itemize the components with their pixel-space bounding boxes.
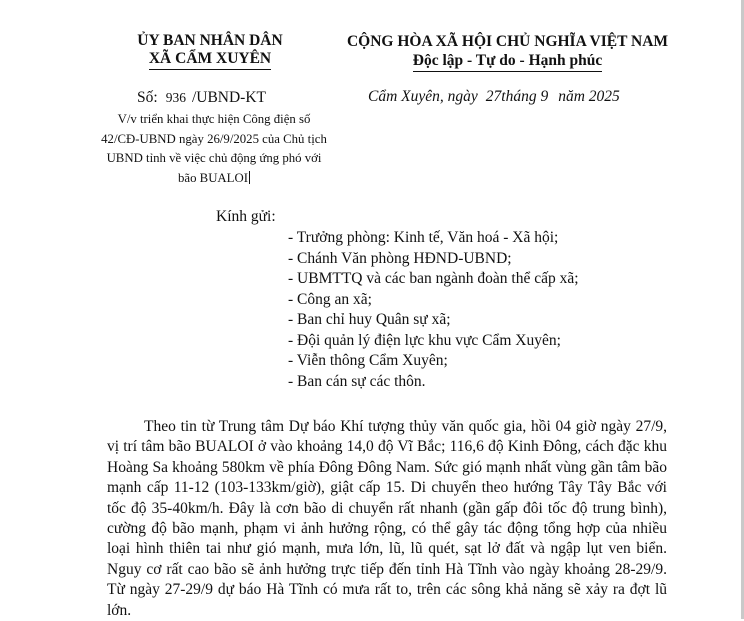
doc-number-prefix: Số: (137, 89, 158, 106)
text-cursor (249, 171, 250, 184)
recipient-item: - Chánh Văn phòng HĐND-UBND; (288, 249, 512, 267)
subject-summary (98, 110, 330, 188)
recipient-item: - Ban chỉ huy Quân sự xã; (288, 311, 451, 328)
recipient-item: - Công an xã; (288, 290, 372, 308)
date-year: năm 2025 (558, 88, 620, 105)
document-number (137, 89, 266, 107)
recipient-item: - UBMTTQ và các ban ngành đoàn thể cấp xã; (288, 270, 579, 287)
date-line (368, 88, 620, 106)
greeting: Kính gửi: (216, 208, 276, 225)
nation-name: CỘNG HÒA XÃ HỘI CHỦ NGHĨA VIỆT NAM (346, 33, 669, 50)
doc-number-value: 936 (165, 90, 186, 105)
issuing-organization (100, 32, 320, 70)
recipient-item: - Ban cán sự các thôn. (288, 372, 426, 390)
national-header (330, 32, 685, 72)
date-day-month: 27tháng 9 (485, 88, 549, 105)
org-name: ỦY BAN NHÂN DÂN (137, 32, 283, 49)
date-place: Cẩm Xuyên, ngày (368, 88, 478, 105)
recipient-list (288, 228, 579, 392)
recipient-item: - Trưởng phòng: Kinh tế, Văn hoá - Xã hội; (288, 229, 559, 246)
doc-number-suffix: /UBND-KT (191, 89, 266, 106)
recipient-item: - Viễn thông Cẩm Xuyên; (288, 352, 448, 369)
body-paragraph: Theo tin từ Trung tâm Dự báo Khí tượng thủy văn quốc gia, hồi 04 giờ ngày 27/9, vị trí tâm bão BUALOI ở vào khoảng 14,0 độ Vĩ Bắc; 116,6 độ Kinh Đông, cách đặc khu Hoàng Sa khoảng 580km về phía Đông Đông Nam. Sức gió mạnh nhất vùng gần tâm bão mạnh cấp 11-12 (103-133km/giờ), giật cấp 15. Di chuyển theo hướng Tây Tây Bắc với tốc độ 35-40km/h. Đây là cơn bão di chuyển rất nhanh (gần gấp đôi tốc độ trung bình), cường độ bão mạnh, phạm vi ảnh hưởng rộng, có thể gây tác động tổng hợp của nhiều loại hình thiên tai như gió mạnh, mưa lớn, lũ, lũ quét, sạt lở đất và ngập lụt ven biển. Nguy cơ rất cao bão sẽ ảnh hưởng trực tiếp đến tỉnh Hà Tĩnh vào ngày khoảng 28-29/9. Từ ngày 27-29/9 dự báo Hà Tĩnh có mưa rất to, trên các sông khả năng sẽ xảy ra đợt lũ lớn. (107, 418, 667, 619)
subject-text: V/v triển khai thực hiện Công điện số 42/CĐ-UBND ngày 26/9/2025 của Chủ tịch UBND tỉnh về việc chủ động ứng phó với bão BUALOI (101, 112, 327, 185)
national-motto: Độc lập - Tự do - Hạnh phúc (413, 51, 602, 72)
org-commune: XÃ CẨM XUYÊN (149, 50, 271, 70)
recipient-item: - Đội quản lý điện lực khu vực Cẩm Xuyên; (288, 331, 561, 349)
